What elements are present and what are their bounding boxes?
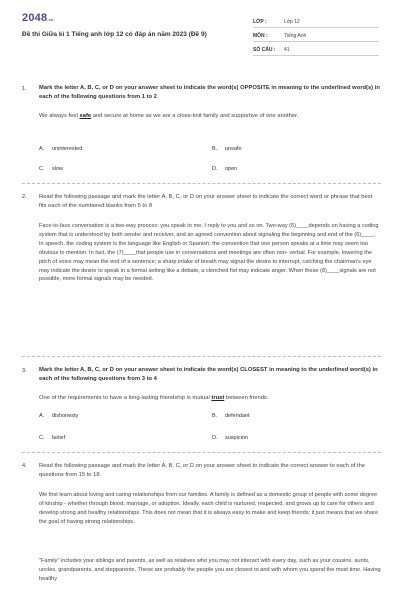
option-a[interactable] — [39, 146, 82, 152]
option-text: belief — [52, 435, 66, 441]
meta-value: Tiếng Anh — [284, 33, 307, 39]
sentence-text: One of the requirements to have a long-lasting friendship is mutual — [39, 395, 212, 401]
option-b[interactable] — [212, 146, 242, 152]
meta-label: MÔN : — [253, 33, 268, 39]
logo-text: 2048 — [22, 12, 48, 24]
question-number: 3. — [22, 368, 27, 374]
question-instruction: Read the following passage and mark the letter A, B, C, or D on your answer sheet to indicate the correct answer to each of the questions from 15 to 18. — [39, 463, 366, 478]
reading-passage: Face-to-face conversation is a two-way process: you speak to me, I reply to you and so on. Two-way (5)____depends on having a coding system that is understood by both sender and receiver, and an agreed convention about signaling the beginning and end of the (6)____. In speech, the coding system is the language like English or Spanish; the convention that one person speaks at a time may seem too obvious to mention. In fact, the (7)____that people use in conversations and meetings are often non- verbal. For example, lowering the pitch of voice may mean the end of a sentence; a sharp intake of breath may signal the desire to interrupt, catching the chairman's eye may indicate the desire to speak in a formal setting like a debate, a clenched fist may indicate anger. When these (8)____signals are not possible, more formal signals may be needed. — [39, 223, 379, 283]
sentence-text: and secure at home as we are a close-knit family and supportive of one another. — [91, 113, 299, 119]
option-letter: D. — [212, 166, 218, 172]
question-divider — [22, 356, 381, 357]
document-title: Đề thi Giữa kì 1 Tiếng anh lớp 12 có đáp án năm 2023 (Đề 9) — [22, 31, 207, 38]
option-letter: A. — [39, 146, 45, 152]
option-d[interactable] — [212, 435, 248, 441]
meta-label: SỐ CÂU : — [253, 47, 276, 53]
question-instruction: Mark the letter A, B, C, or D on your answer sheet to indicate the word(s) CLOSEST in meaning to the underlined word(s) in each of the following questions from 3 to 4 — [39, 367, 378, 382]
question-divider — [22, 452, 381, 453]
meta-value: Lớp 12 — [284, 19, 300, 25]
option-a[interactable] — [39, 413, 78, 419]
question-instruction: Mark the letter A, B, C, or D on your answer sheet to indicate the word(s) OPPOSITE in meaning to the underlined word(s) in each of the following questions from 1 to 2 — [39, 85, 380, 100]
question-divider — [22, 183, 381, 184]
meta-value: 41 — [284, 47, 290, 53]
option-letter: C. — [39, 166, 45, 172]
option-letter: A. — [39, 413, 45, 419]
option-text: open — [225, 166, 238, 172]
meta-row-subject — [253, 28, 379, 42]
question-instruction: Read the following passage and mark the letter A, B, C, or D on your answer sheet to indicate the correct word or phrase that best fits each of the numbered blanks from 5 to 8 — [39, 194, 373, 209]
reading-passage-paragraph: "Family" includes your siblings and parents, as well as relatives who you may not interact with every day, such as your cousins, aunts, uncles, grandparents, and stepparents. These are probably the people you are closest to and with whom you spend the most time. Having healthy — [39, 558, 381, 582]
option-letter: B. — [212, 146, 218, 152]
logo-tld: .vn — [47, 17, 54, 22]
question-number: 2. — [22, 194, 27, 200]
underlined-word: trust — [211, 395, 225, 401]
reading-passage-paragraph: We first learn about loving and caring relationships from our families. A family is defined as a domestic group of people with some degree of kinship - whether through blood, marriage, or adoption. Ideally, each child is nurtured, respected, and grows up to care for others and develop strong and healthy relationships. This does not mean that it is always easy to make and keep friends; it just means that we share the goal of having strong relationships. — [39, 492, 379, 525]
option-text: slow — [52, 166, 64, 172]
page-header — [0, 0, 400, 66]
question-sentence — [39, 112, 381, 121]
meta-info — [253, 14, 379, 56]
option-c[interactable] — [39, 166, 63, 172]
option-letter: B. — [212, 413, 218, 419]
meta-row-class — [253, 14, 379, 28]
option-d[interactable] — [212, 166, 237, 172]
option-c[interactable] — [39, 435, 65, 441]
option-text: uninterested — [52, 146, 83, 152]
meta-label: LỚP : — [253, 19, 267, 25]
site-logo[interactable] — [22, 12, 54, 24]
option-letter: D. — [212, 435, 218, 441]
sentence-text: between friends. — [224, 395, 269, 401]
underlined-word: safe — [79, 113, 92, 119]
meta-row-count — [253, 42, 379, 56]
option-text: dishonesty — [52, 413, 79, 419]
option-text: defendant — [225, 413, 250, 419]
sentence-text: We always feel — [39, 113, 80, 119]
question-sentence — [39, 394, 381, 403]
question-number: 1. — [22, 86, 27, 92]
option-b[interactable] — [212, 413, 249, 419]
option-text: unsafe — [225, 146, 242, 152]
question-number: 4. — [22, 463, 27, 469]
option-letter: C. — [39, 435, 45, 441]
option-text: suspicion — [225, 435, 248, 441]
